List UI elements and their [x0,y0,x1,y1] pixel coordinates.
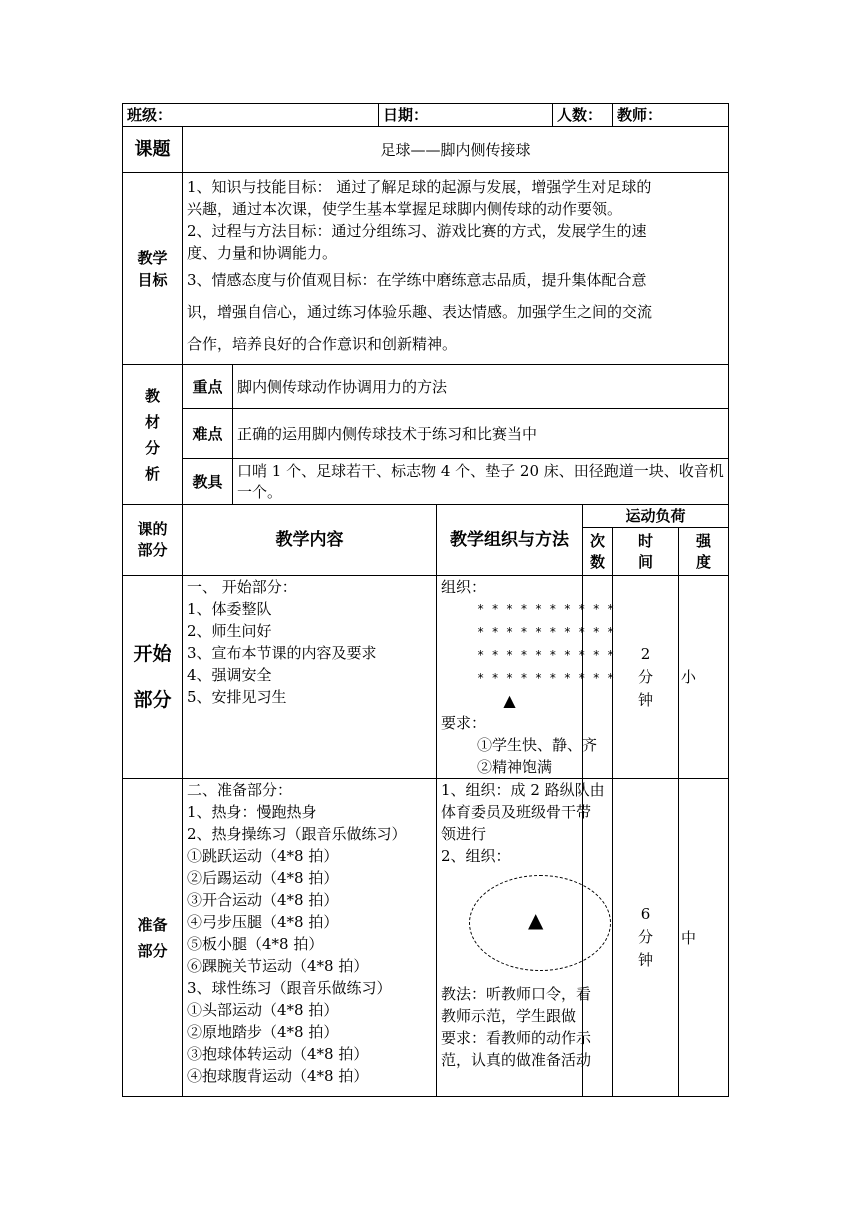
goals-label [123,173,183,365]
class-field: 班级： [123,104,379,127]
org-label: 组织： [441,578,487,596]
col-content: 教学内容 [183,505,437,576]
method-line: 2、组织： [441,847,511,865]
date-field: 日期： [379,104,553,127]
content-line: ⑤板小腿（4*8 拍） [187,935,324,953]
content-line: 2、热身操练习（跟音乐做练习） [187,825,407,843]
lesson-plan [122,103,728,1097]
col-duration [613,528,679,576]
start-method [437,576,615,779]
teacher-triangle-icon: ▲ [528,908,544,932]
lesson-plan-table [122,103,729,1097]
teacher-field: 教师： [613,104,729,127]
col-times-text: 次数 [590,531,606,571]
content-line: 1、体委整队 [187,600,272,618]
content-line: 二、准备部分： [187,781,293,799]
start-time-text: 2分钟 [638,644,654,709]
content-line: ②后踢运动（4*8 拍） [187,869,339,887]
content-line: ③开合运动（4*8 拍） [187,891,339,909]
col-load: 运动负荷 [583,505,729,528]
goals-label-text: 教学目标 [137,248,168,289]
col-part [123,505,183,576]
content-line: ④抱球腹背运动（4*8 拍） [187,1067,369,1085]
topic-label: 课题 [123,127,183,173]
content-line: ①跳跃运动（4*8 拍） [187,847,339,865]
count-field: 人数： [553,104,613,127]
method-line: 要求：看教师的动作示 [441,1029,592,1047]
goal-line: 2、过程与方法目标：通过分组练习、游戏比赛的方式，发展学生的速 [187,222,647,240]
goal-line: 3、情感态度与价值观目标：在学练中磨练意志品质，提升集体配合意 [187,271,647,289]
start-intensity: 小 [679,576,729,779]
difficulty-value: 正确的运用脚内侧传球技术于练习和比赛当中 [233,409,729,459]
content-line: 4、强调安全 [187,666,272,684]
requirement-label: 要求： [441,714,487,732]
difficulty-label: 难点 [183,409,233,459]
method-line: 教师示范，学生跟做 [441,1007,577,1025]
equipment-value: 口哨 1 个、足球若干、标志物 4 个、垫子 20 床、田径跑道一块、收音机一个。 [233,459,729,505]
content-line: ⑥踝腕关节运动（4*8 拍） [187,957,369,975]
content-line: 2、师生问好 [187,622,272,640]
goals-text [183,173,729,365]
teacher-triangle-icon: ▲ [503,691,516,710]
formation-row: * * * * * * * * * * [477,625,615,639]
requirement-line: ②精神饱满 [477,758,553,776]
analysis-label [123,365,183,505]
start-part-label [123,576,183,779]
prep-content [183,779,437,1097]
content-line: 一、 开始部分： [187,578,297,596]
focus-value: 脚内侧传球动作协调用力的方法 [233,365,729,409]
col-method: 教学组织与方法 [437,505,583,576]
start-part-text: 开始部分 [133,643,172,711]
prep-time-text: 6分钟 [638,905,654,969]
col-intensity-text: 强度 [696,531,712,571]
prep-part-text: 准备部分 [137,915,168,960]
content-line: 3、宣布本节课的内容及要求 [187,644,377,662]
topic-value: 足球——脚内侧传接球 [183,127,729,173]
col-duration-text: 时间 [638,531,654,571]
formation-row: * * * * * * * * * * [477,602,615,616]
goal-line: 兴趣，通过本次课，使学生基本掌握足球脚内侧传球的动作要领。 [187,200,623,218]
content-line: ④弓步压腿（4*8 拍） [187,913,339,931]
col-intensity [679,528,729,576]
analysis-label-text: 教材分析 [144,386,160,483]
formation-row: * * * * * * * * * * [477,648,615,662]
col-times [583,528,613,576]
method-line: 体育委员及班级骨干带 [441,803,592,821]
prep-part-label [123,779,183,1097]
method-line: 1、组织：成 2 路纵队由 [441,781,605,799]
content-line: ③抱球体转运动（4*8 拍） [187,1045,369,1063]
content-line: 3、球性练习（跟音乐做练习） [187,979,392,997]
col-part-text: 课的部分 [137,520,168,559]
goal-line: 识，增强自信心，通过练习体验乐趣、表达情感。加强学生之间的交流 [187,303,653,321]
requirement-line: ①学生快、静、齐 [477,736,598,754]
method-line: 教法：听教师口令，看 [441,985,592,1003]
start-time [613,576,679,779]
equipment-label: 教具 [183,459,233,505]
prep-intensity: 中 [679,779,729,1097]
goal-line: 1、知识与技能目标： 通过了解足球的起源与发展，增强学生对足球的 [187,178,652,196]
goal-line: 度、力量和协调能力。 [187,244,338,262]
prep-time [613,779,679,1097]
method-line: 范，认真的做准备活动 [441,1051,592,1069]
prep-method [437,779,605,1097]
content-line: ②原地踏步（4*8 拍） [187,1023,339,1041]
content-line: 5、安排见习生 [187,688,287,706]
circle-formation-diagram [441,867,578,983]
formation-row: * * * * * * * * * * [477,671,615,685]
content-line: 1、热身：慢跑热身 [187,803,317,821]
content-line: ①头部运动（4*8 拍） [187,1001,339,1019]
method-line: 领进行 [441,825,487,843]
focus-label: 重点 [183,365,233,409]
start-content [183,576,437,779]
goal-line: 合作，培养良好的合作意识和创新精神。 [187,335,458,353]
